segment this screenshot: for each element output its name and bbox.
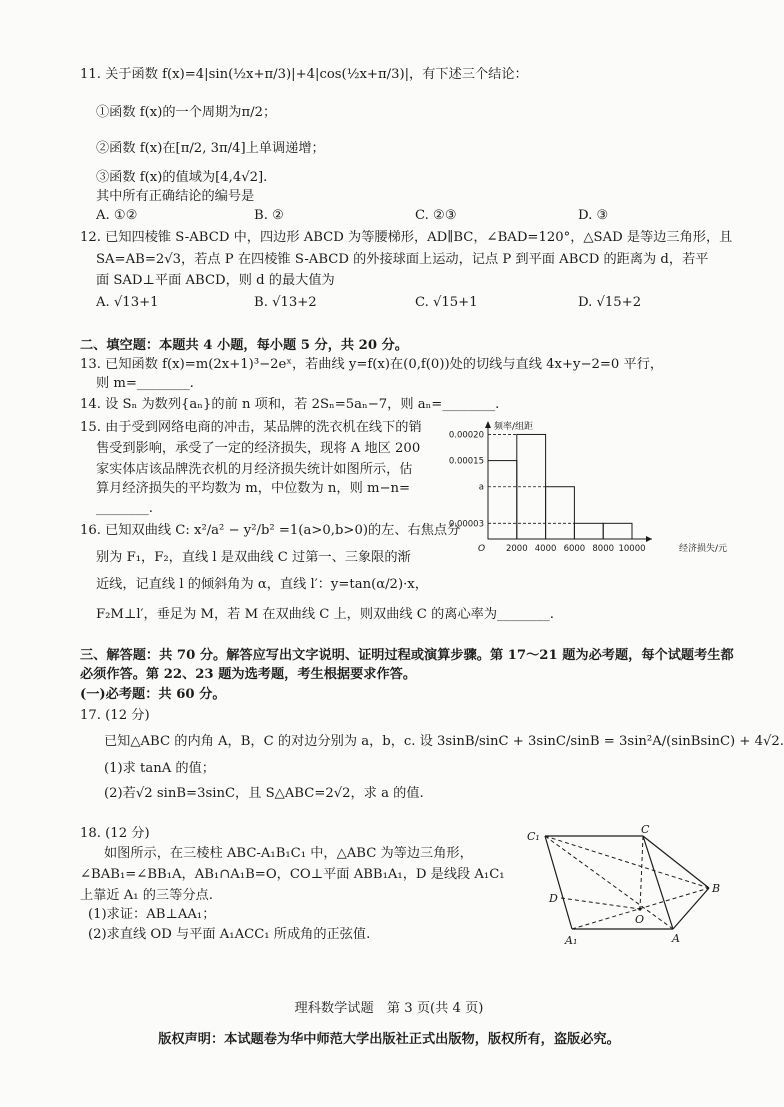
x-tick-label: 4000: [534, 544, 557, 554]
prism-figure: [525, 823, 725, 956]
edge-c1-a1: [545, 836, 572, 929]
q18-part-1: (1)求证：AB⊥AA₁；: [88, 907, 216, 922]
q12-line-1: 12. 已知四棱锥 S-ABCD 中，四边形 ABCD 为等腰梯形，AD∥BC，∠BAD=120°，△SAD 是等边三角形，且: [80, 230, 733, 245]
loss-histogram: [448, 417, 730, 577]
segment-co-hidden: [640, 836, 643, 909]
label-a1: A₁: [565, 934, 578, 947]
label-d: D: [549, 892, 558, 905]
q16-line-4: F₂M⊥l′，垂足为 M，若 M 在双曲线 C 上，则双曲线 C 的离心率为________.: [96, 607, 554, 622]
q12-line-2: SA=AB=2√3，若点 P 在四棱锥 S-ABCD 的外接球面上运动，记点 P 到平面 ABCD 的距离为 d，若平: [96, 252, 709, 267]
q12-option-c: C. √15+1: [415, 295, 478, 310]
q11-statement-2: ②函数 f(x)在[π/2, 3π/4]上单调递增；: [96, 141, 325, 156]
section-3-line-2: 必须作答。第 22、23 题为选考题，考生根据要求作答。: [80, 667, 417, 682]
q17-line-1: 已知△ABC 的内角 A，B，C 的对边分别为 a，b，c. 设 3sinB/sinC + 3sinC/sinB = 3sin²A/(sinBsinC) + 4√2.: [104, 734, 784, 749]
q17-part-2: (2)若√2 sinB=3sinC，且 S△ABC=2√2，求 a 的值.: [104, 786, 424, 801]
q17-part-1: (1)求 tanA 的值；: [104, 761, 215, 776]
histogram-bar: [517, 434, 546, 539]
page-footer: 理科数学试题 第 3 页(共 4 页): [294, 1001, 484, 1016]
q15-line-1: 15. 由于受到网络电商的冲击，某品牌的洗衣机在线下的销: [80, 420, 422, 435]
segment-do-hidden: [561, 898, 640, 909]
point-o: [638, 907, 641, 910]
q14-text: 14. 设 Sₙ 为数列{aₙ}的前 n 项和，若 2Sₙ=5aₙ−7，则 aₙ=________.: [80, 397, 500, 412]
segment-a-c1-hidden: [545, 836, 673, 929]
q15-line-4: 算月经济损失的平均数为 m，中位数为 n，则 m−n=: [96, 481, 411, 496]
label-b: B: [712, 882, 721, 895]
y-axis-arrow: [485, 421, 491, 428]
q12-option-d: D. √15+2: [578, 295, 642, 310]
q11-option-c: C. ②③: [415, 208, 457, 223]
q18-part-2: (2)求直线 OD 与平面 A₁ACC₁ 所成角的正弦值.: [88, 927, 371, 942]
y-tick-label: a: [478, 482, 484, 493]
q11-question: 其中所有正确结论的编号是: [96, 189, 255, 204]
x-tick-label: 10000: [618, 544, 646, 554]
histogram-bar: [574, 523, 603, 539]
y-axis-title: 频率/组距: [494, 422, 534, 432]
x-tick-label: 6000: [563, 544, 586, 554]
q11-option-d: D. ③: [578, 208, 609, 223]
q11-option-a: A. ①②: [96, 208, 138, 223]
x-tick-label: 8000: [592, 544, 615, 554]
edge-c-a: [643, 836, 673, 929]
histogram-bar: [488, 461, 517, 539]
section-3-required: (一)必考题：共 60 分。: [80, 687, 226, 702]
y-tick-label: 0.00020: [448, 430, 484, 441]
section-3-heading: 三、解答题：共 70 分。解答应写出文字说明、证明过程或演算步骤。第 17～21 题为必考题，每个试题考生都: [80, 648, 734, 663]
q15-line-3: 家实体店该品牌洗衣机的月经济损失统计如图所示，估: [96, 462, 413, 477]
q15-line-2: 售受到影响，承受了一定的经济损失，现将 A 地区 200: [96, 441, 421, 456]
label-c: C: [641, 823, 650, 836]
q12-option-b: B. √13+2: [254, 295, 317, 310]
q13-line-2: 则 m=________.: [96, 376, 194, 391]
q18-line-1: 如图所示，在三棱柱 ABC-A₁B₁C₁ 中，△ABC 为等边三角形，: [104, 846, 473, 861]
x-axis-title: 经济损失/元: [678, 544, 727, 554]
section-2-heading: 二、填空题：本题共 4 小题，每小题 5 分，共 20 分。: [80, 338, 408, 353]
edge-c1-b1-hidden: [545, 836, 709, 888]
q16-line-3: 近线，记直线 l 的倾斜角为 α，直线 l′：y=tan(α/2)·x，: [96, 577, 428, 592]
q16-line-1: 16. 已知双曲线 C: x²/a² − y²/b² =1(a>0,b>0)的左、右焦点分: [80, 523, 461, 538]
q18-heading: 18. (12 分): [80, 826, 150, 841]
x-tick-label: 2000: [505, 544, 528, 554]
q12-option-a: A. √13+1: [96, 295, 159, 310]
q13-line-1: 13. 已知函数 f(x)=m(2x+1)³−2eˣ，若曲线 y=f(x)在(0,f(0))处的切线与直线 4x+y−2=0 平行，: [80, 357, 664, 372]
q11-stem: 11. 关于函数 f(x)=4|sin(½x+π/3)|+4|cos(½x+π/3)|，有下述三个结论：: [80, 67, 528, 82]
edge-a-b: [673, 888, 709, 929]
label-o: O: [635, 913, 645, 926]
q11-statement-1: ①函数 f(x)的一个周期为π/2；: [96, 105, 277, 120]
q16-line-2: 别为 F₁，F₂，直线 l 是双曲线 C 过第一、三象限的渐: [96, 550, 411, 565]
y-tick-label: 0.00015: [448, 456, 484, 467]
q11-option-b: B. ②: [254, 208, 284, 223]
q18-line-2: ∠BAB₁=∠BB₁A，AB₁∩A₁B=O，CO⊥平面 ABB₁A₁，D 是线段 A₁C₁: [80, 867, 505, 882]
histogram-bar: [546, 487, 575, 539]
histogram-bar: [603, 523, 632, 539]
x-axis-arrow: [646, 536, 652, 542]
q18-line-3: 上靠近 A₁ 的三等分点.: [80, 888, 213, 903]
histogram-axes: [485, 421, 652, 542]
q12-line-3: 面 SAD⊥平面 ABCD，则 d 的最大值为: [96, 273, 335, 288]
copyright-notice: 版权声明：本试题卷为华中师范大学出版社正式出版物，版权所有，盗版必究。: [158, 1032, 620, 1047]
q15-line-5: ________.: [96, 501, 153, 516]
label-a: A: [672, 932, 680, 945]
y-tick-label: 0.00003: [448, 519, 484, 530]
q11-statement-3: ③函数 f(x)的值域为[4,4√2].: [96, 170, 268, 185]
label-c1: C₁: [527, 830, 540, 843]
edge-c-b: [643, 836, 709, 888]
q17-heading: 17. (12 分): [80, 708, 150, 723]
origin-label: O: [478, 544, 486, 554]
